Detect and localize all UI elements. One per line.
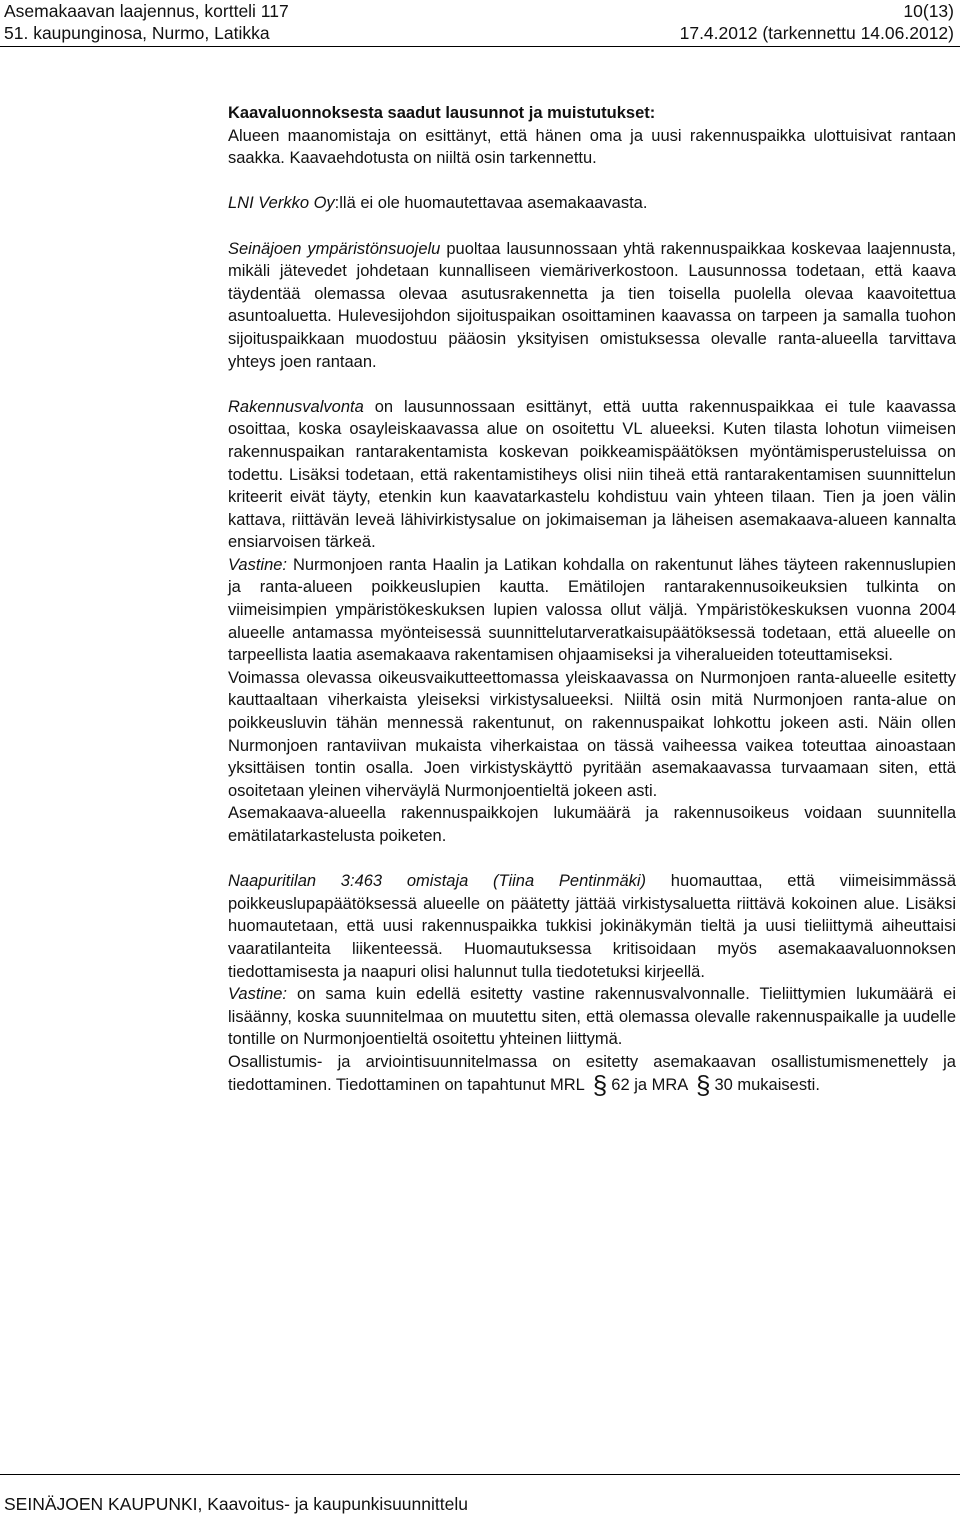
paragraph-general-plan: Voimassa olevassa oikeusvaikutteettomassa yleiskaavassa on Nurmonjoen ranta-alueelle esitetty kauttaaltaan viherkaista yleiseksi virkistysalueeksi. Niiltä osin mitä Nurmonjoen ranta-alue on poikkeusluvin tähän mennessä rakentunut, on rakennuspaikat lohkottu jokeen asti. Näin ollen Nurmonjoen rantaviivan mukaista viherkaistaa on tässä vaiheessa vaikea toteuttaa ainoastaan yksittäisen tontin osalla. Joen virkistyskäyttö pyritään asemakaavassa turvaamaan siten, että osoitetaan yleinen viherväylä Nurmonjoentieltä jokeen asti. <box>228 668 956 800</box>
response-label-2: Vastine: <box>228 985 288 1004</box>
header-divider <box>0 46 960 47</box>
response-text-1: Nurmonjoen ranta Haalin ja Latikan kohdalla on rakentunut lähes täyteen rakennuslupien ja ranta-alueen poikkeuslupien kautta. Emätilojen rantarakennusoikeuksien tulkinta on viimeisimpien ympäristökeskuksen lupien valossa ollut väljä. Ympäristökeskuksen vuonna 2004 alueelle antamassa myönteisessä suunnittelutarveratkaisupäätöksessä todetaan, että alueelle on tarpeellista laatia asemakaava rakentamisen ohjaamiseksi ja viheralueiden toteuttamiseksi. <box>228 555 956 665</box>
participation-text-b: 62 ja MRA <box>611 1075 688 1094</box>
page-number: 10(13) <box>903 1 954 21</box>
neighbour-name: Naapuritilan 3:463 omistaja (Tiina Pentinmäki) <box>228 872 647 891</box>
page-header <box>4 0 954 44</box>
lni-text: :llä ei ole huomautettavaa asemakaavasta. <box>334 194 648 213</box>
section-heading: Kaavaluonnoksesta saadut lausunnot ja muistutukset: <box>228 104 656 122</box>
paragraph-environment <box>228 238 956 374</box>
paragraph-landowner: Alueen maanomistaja on esittänyt, että hänen oma ja uusi rakennuspaikka ulottuisivat rantaan saakka. Kaavaehdotusta on niiltä osin tarkennettu. <box>228 126 956 168</box>
paragraph-neighbour <box>228 870 956 983</box>
header-row-1 <box>4 0 954 22</box>
lni-name: LNI Verkko Oy <box>228 194 335 213</box>
response-text-2: on sama kuin edellä esitetty vastine rakennusvalvonnalle. Tieliittymien lukumäärä ei lisäänny, koska suunnitelmaa on muutettu siten, että olemassa olevalle rakennuspaikalle ja uudelle tontille on Nurmonjoentieltä osoitettu yhteinen liittymä. <box>228 985 956 1049</box>
participation-text-c: 30 mukaisesti. <box>714 1075 820 1094</box>
section-sign-2: § <box>695 1069 711 1100</box>
paragraph-lni <box>228 192 956 215</box>
header-row-2 <box>4 22 954 44</box>
paragraph-building-control <box>228 396 956 554</box>
paragraph-response-1 <box>228 554 956 667</box>
neighbour-text: huomauttaa, että viimeisimmässä poikkeuslupapäätöksessä alueelle on päätetty jättää virkistysaluetta riittävä kokoinen alue. Lisäksi huomautetaan, että uusi rakennuspaikka tukkisi jokinäkymän tieltä ja uusi tieliittymä aiheuttaisi vaaratilanteita liikenteessä. Huomautuksessa kritisoidaan myös asemakaavaluonnoksen tiedottamisesta ja naapuri olisi halunnut tulla tiedotetuksi kirjeellä. <box>228 872 956 981</box>
participation-text-a: Osallistumis- ja arviointisuunnitelmassa on esitetty asemakaavan osallistumismenettely ja tiedottaminen. Tiedottaminen on tapahtunut MRL <box>228 1052 956 1094</box>
environment-name: Seinäjoen ympäristönsuojelu <box>228 239 441 258</box>
page-footer: SEINÄJOEN KAUPUNKI, Kaavoitus- ja kaupunkisuunnittelu <box>4 1494 468 1514</box>
paragraph-building-sites: Asemakaava-alueella rakennuspaikkojen lukumäärä ja rakennusoikeus voidaan suunnitella emätilatarkastelusta poiketen. <box>228 804 956 845</box>
section-sign-1: § <box>592 1069 608 1100</box>
building-control-name: Rakennusvalvonta <box>228 397 364 416</box>
paragraph-participation <box>228 1051 956 1100</box>
environment-text: puoltaa lausunnossaan yhtä rakennuspaikkaa koskevaa laajennusta, mikäli jätevedet johdetaan kunnalliseen viemäriverkostoon. Lausunnossa todetaan, että kaava täydentää olemassa olevaa asutusrakennetta ja tien toisella puolella olevaa kaavoitettua asuntoaluetta. Hulevesijohdon sijoituspaikan osoittaminen kaavassa on tarpeen ja samalla tuohon sijoituspaikkaan muodostuu pääosin yksityisen omistuksessa olevalle ranta-alueella tarvittava yhteys joen rantaan. <box>228 239 956 371</box>
document-subtitle: 51. kaupunginosa, Nurmo, Latikka <box>4 23 270 43</box>
document-body <box>228 102 956 1100</box>
building-control-text: on lausunnossaan esittänyt, että uutta rakennuspaikkaa ei tule kaavassa osoittaa, koska osayleiskaavassa alue on osoitettu VL alueeksi. Kuten tilasta lohotun viimeisen rakennuspaikan rantarakentamista koskevan poikkeamispäätöksen myöntämisperusteluissa on todettu. Lisäksi todetaan, että rakentamistiheys olisi niin tiheä että rantarakentamisen suunnittelun kriteerit eivät täyty, etenkin kun kaavatarkastelu kohdistuu vain yhteen tilaan. Tien ja joen välin kattava, riittävän leveä lähivirkistysalue on jokimaiseman ja läheisen asemakaava-alueen kannalta ensiarvoisen tärkeä. <box>228 397 956 552</box>
response-label-1: Vastine: <box>228 555 288 574</box>
footer-divider <box>0 1474 960 1475</box>
document-title: Asemakaavan laajennus, kortteli 117 <box>4 1 289 21</box>
paragraph-response-2 <box>228 983 956 1051</box>
document-date: 17.4.2012 (tarkennettu 14.06.2012) <box>679 23 954 43</box>
